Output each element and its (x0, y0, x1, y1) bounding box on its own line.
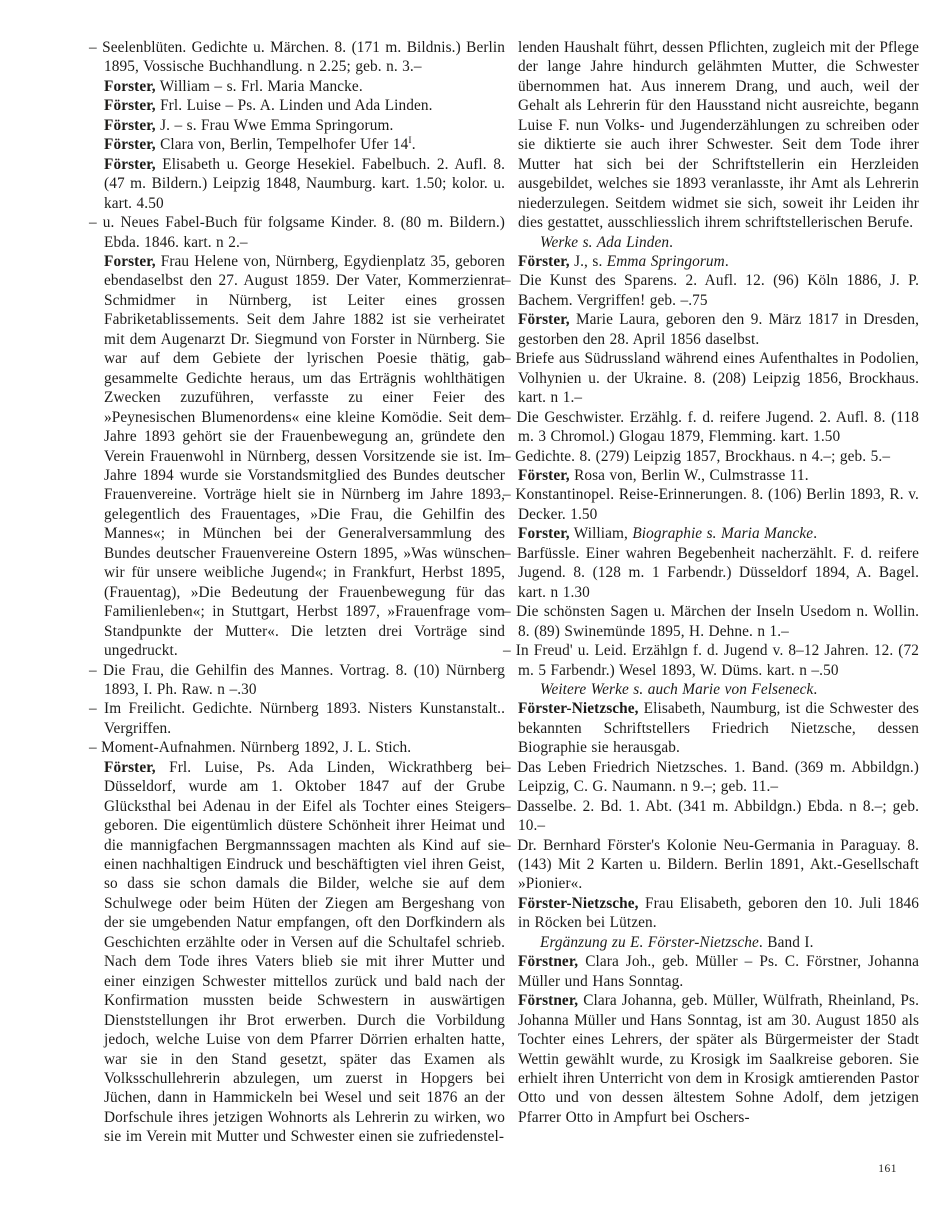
cross-reference-note: Weitere Werke s. auch Marie von Felseneck. (540, 680, 818, 698)
page-number: 161 (878, 1163, 897, 1175)
work-item: – Dr. Bernhard Förster's Kolonie Neu-Germania in Paraguay. 8. (143) Mit 2 Karten u. Bildern. Berlin 1891, Akt.-Gesellschaft »Pionier«. (503, 836, 919, 893)
work-item: – Moment-Aufnahmen. Nürnberg 1892, J. L. Stich. (89, 739, 412, 757)
book-page (89, 38, 919, 1147)
lexicon-entry: Förster-Nietzsche, Frau Elisabeth, geboren den 10. Juli 1846 in Röcken bei Lützen. (518, 894, 919, 932)
lexicon-entry: Förster, J. – s. Frau Wwe Emma Springorum. (104, 116, 394, 134)
cross-reference-note: Ergänzung zu E. Förster-Nietzsche. Band I. (540, 933, 814, 951)
work-item: – Im Freilicht. Gedichte. Nürnberg 1893. Nisters Kunstanstalt.. Vergriffen. (89, 700, 505, 737)
work-item: – Dasselbe. 2. Bd. 1. Abt. (341 m. Abbildgn.) Ebda. n 8.–; geb. 10.– (503, 797, 919, 835)
work-item: – Die Kunst des Sparens. 2. Aufl. 12. (96) Köln 1886, J. P. Bachem. Vergriffen! geb. –.75 (503, 272, 919, 309)
cross-reference-note: Werke s. Ada Linden. (540, 233, 674, 251)
lexicon-entry: Förster, Frl. Luise – Ps. A. Linden und Ada Linden. (104, 97, 433, 115)
lexicon-entry: Forster, William, Biographie s. Maria Mancke. (518, 525, 818, 543)
lexicon-entry: Forster, William – s. Frl. Maria Mancke. (104, 77, 363, 95)
lexicon-entry: Förster, Clara von, Berlin, Tempelhofer Ufer $14^I$. (104, 136, 416, 154)
work-item: – In Freud' u. Leid. Erzählgn f. d. Jugend v. 8–12 Jahren. 12. (72 m. 5 Farbendr.) Wesel 1893, W. Düms. kart. n –.50 (503, 642, 919, 679)
lexicon-entry: Förster, Marie Laura, geboren den 9. März 1817 in Dresden, gestorben den 28. April 1856 daselbst. (518, 311, 919, 348)
lexicon-entry: Förster, Frl. Luise, Ps. Ada Linden, Wickrathberg bei Düsseldorf, wurde am 1. Oktober 1847 auf der Grube Glücksthal bei Adenau in der Eifel als Tochter eines Steigers geboren. Die eigentümlich düstere Schönheit ihrer Heimat und die mannigfachen Bergmannssagen machten als Kind auf sie einen nachhaltigen Eindruck und beschäftigten viel ihren Geist, so dass sie schon damals die Bilder, welche sie auf dem Schulwege oder beim Hüten der Ziegen am Bergeshang von der sie umgebenden Natur empfangen, oft den Dorfkindern als Geschichten erzählte oder in Versen auf die Schultafel schrieb. Nach dem Tode ihres Vaters blieb sie mit ihrer Mutter und einer einzigen Schwester mittellos zurück und bald nach der Konfirmation mussten beide Schwestern in auswärtigen Dienststellungen ihr Brot erwerben. Durch die Vorbildung jedoch, welche Luise von dem Pfarrer Dörrien erhalten hatte, war sie in den Stand gesetzt, später das Examen als Volksschullehrerin abzulegen, um zuerst in Hopgers bei Jüchen, dann in Hammickeln bei Wesel und seit 1876 an der Dorfschule ihres jetzigen Wohnorts als Lehrerin zu wirken, wo sie im Verein mit Mutter und Schwester einen sie zufriedenstel- (104, 758, 505, 1146)
work-item: – u. Neues Fabel-Buch für folgsame Kinder. 8. (80 m. Bildern.) Ebda. 1846. kart. n 2.– (89, 214, 505, 251)
lexicon-entry: Förster, Rosa von, Berlin W., Culmstrasse 11. (518, 466, 809, 484)
text-columns (89, 38, 919, 1147)
work-item: – Die schönsten Sagen u. Märchen der Inseln Usedom n. Wollin. 8. (89) Swinemünde 1895, H. Dehne. n 1.– (503, 603, 919, 640)
entry-continuation: lenden Haushalt führt, dessen Pflichten, zugleich mit der Pflege der lange Jahre hindurch gelähmten Mutter, die Schwester übernommen hat. Aus innerem Drang, und auch, weil der Gehalt als Lehrerin für den Hausstand nicht ausreichte, begann Luise F. nun Volks- und Jugenderzählungen zu schreiben oder sie diktierte sie auch ihrer Schwester. Seit dem Tode ihrer Mutter hat sich bei der Schriftstellerin ein Herzleiden ausgebildet, welches sie 1893 veranlasste, ihr Amt als Lehrerin niederzulegen. Seitdem widmet sie sich, soweit ihr Leiden ihr dies gestattet, ausschliesslich ihrem schriftstellerischen Berufe. (518, 39, 919, 232)
lexicon-entry: Förstner, Clara Johanna, geb. Müller, Wülfrath, Rheinland, Ps. Johanna Müller und Hans Sonntag, ist am 30. August 1850 als Tochter eines Lehrers, der später als Bürgermeister der Stadt Wettin gewählt wurde, zu Krosigk im Saalkreise geboren. Sie erhielt ihren Unterricht von dem in Krosigk amtierenden Pastor Otto und von dessen ältestem Sohne Adolf, dem jetzigen Pfarrer Otto in Ampfurt bei Oschers- (518, 992, 919, 1126)
work-item: – Gedichte. 8. (279) Leipzig 1857, Brockhaus. n 4.–; geb. 5.– (503, 447, 891, 465)
work-item: – Die Geschwister. Erzählg. f. d. reifere Jugend. 2. Aufl. 8. (118 m. 3 Chromol.) Glogau 1879, Flemming. kart. 1.50 (503, 408, 919, 446)
work-item: – Briefe aus Südrussland während eines Aufenthaltes in Podolien, Volhynien u. der Ukraine. 8. (208) Leipzig 1856, Brockhaus. kart. n 1.– (503, 350, 919, 407)
work-item: – Die Frau, die Gehilfin des Mannes. Vortrag. 8. (10) Nürnberg 1893, I. Ph. Raw. n –.30 (89, 661, 505, 698)
work-item: – Barfüssle. Einer wahren Begebenheit nacherzählt. F. d. reifere Jugend. 8. (128 m. 1 Farbendr.) Düsseldorf 1894, A. Bagel. kart. n 1.30 (503, 544, 919, 601)
right-column (503, 38, 919, 1147)
left-column (89, 38, 505, 1147)
lexicon-entry: Förster, J., s. Emma Springorum. (518, 252, 729, 270)
work-item: – Das Leben Friedrich Nietzsches. 1. Band. (369 m. Abbildgn.) Leipzig, C. G. Naumann. n 9.–; geb. 11.– (503, 758, 919, 796)
work-item: – Konstantinopel. Reise-Erinnerungen. 8. (106) Berlin 1893, R. v. Decker. 1.50 (503, 486, 919, 523)
lexicon-entry: Förstner, Clara Joh., geb. Müller – Ps. C. Förstner, Johanna Müller und Hans Sonntag. (518, 953, 919, 990)
lexicon-entry: Förster, Elisabeth u. George Hesekiel. Fabelbuch. 2. Aufl. 8. (47 m. Bildern.) Leipzig 1848, Naumburg. kart. 1.50; kolor. u. kart. 4.50 (104, 155, 505, 212)
lexicon-entry: Förster-Nietzsche, Elisabeth, Naumburg, ist die Schwester des bekannten Schriftstellers Friedrich Nietzsche, dessen Biographie sie herausgab. (518, 700, 919, 757)
lexicon-entry: Forster, Frau Helene von, Nürnberg, Egydienplatz 35, geboren ebendaselbst den 27. August 1859. Der Vater, Kommerzienrat Schmidmer in Nürnberg, ist Leiter eines grossen Fabriketablissements. Seit dem Jahre 1882 ist sie verheiratet mit dem Augenarzt Dr. Siegmund von Forster in Nürnberg. Sie war auf dem Gebiete der lyrischen Poesie thätig, gab gesammelte Gedichte heraus, um das Erträgnis wohlthätigen Zwecken zuzuführen, verfasste zu einer Feier des »Peynesischen Blumenordens« eine kleine Komödie. Seit dem Jahre 1893 gehört sie der Frauenbewegung an, gründete den Verein Frauenwohl in Nürnberg, dessen Vorsitzende sie ist. Im Jahre 1894 wurde sie Vorstandsmitglied des Bundes deutscher Frauenvereine. Vorträge hielt sie in Nürnberg im Jahre 1893, gelegentlich des Frauentages, »Die Frau, die Gehilfin des Mannes«; in München bei der Generalversammlung des Bundes deutscher Frauenvereine Ostern 1895, »Was wünschen wir für unsere weibliche Jugend«; in Frankfurt, Herbst 1895, (Frauentag), »Die Bedeutung der Frauenbewegung für das Familienleben«; in Stuttgart, Herbst 1897, »Frauenfrage vom Standpunkte der Mutter«. Die letzten drei Vorträge sind ungedruckt. (104, 252, 505, 660)
work-item: – Seelenblüten. Gedichte u. Märchen. 8. (171 m. Bildnis.) Berlin 1895, Vossische Buchhandlung. n 2.25; geb. n. 3.– (89, 39, 505, 76)
